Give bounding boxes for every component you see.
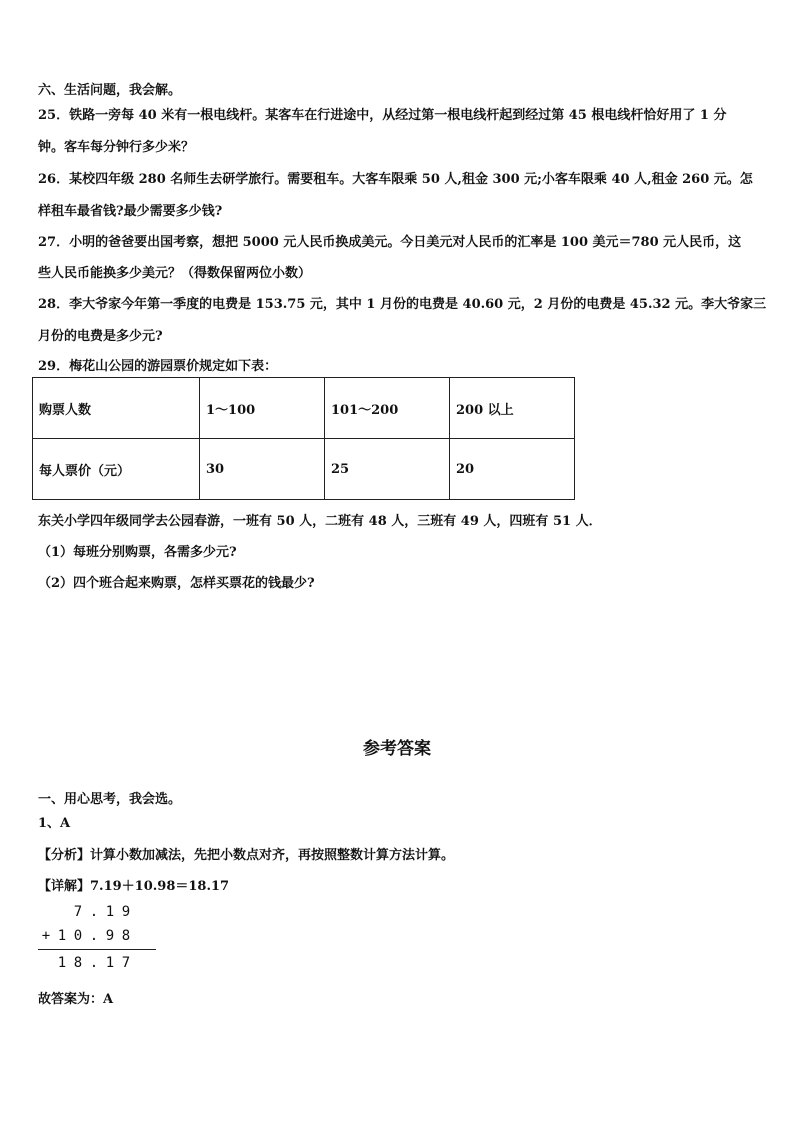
ticket-price-table [32, 377, 575, 500]
calc-digit: 7 [73, 904, 83, 920]
table-cell: 购票人数 [33, 378, 200, 439]
table-cell: 30 [200, 439, 325, 500]
calc-digit: 9 [121, 904, 131, 920]
calc-digit: . [89, 928, 99, 944]
answer-1-analysis: 【分析】计算小数加减法，先把小数点对齐，再按照整数计算方法计算。 [38, 848, 455, 863]
answer-1: 1、A [38, 816, 71, 831]
table-row [33, 378, 575, 439]
calc-digit: 8 [121, 928, 131, 944]
table-cell: 101～200 [325, 378, 450, 439]
calc-digit: 7 [121, 955, 131, 971]
calc-digit: 1 [57, 928, 67, 944]
calc-row-sum [38, 955, 134, 971]
answer-1-detail: 【详解】7.19＋10.98＝18.17 [38, 879, 230, 894]
question-29-intro: 29．梅花山公园的游园票价规定如下表： [38, 359, 278, 374]
question-26-line-1: 26．某校四年级 280 名师生去研学旅行。需要租车。大客车限乘 50 人,租金 300 元;小客车限乘 40 人,租金 260 元。怎 [38, 172, 753, 187]
table-cell: 每人票价（元） [33, 439, 200, 500]
question-28-line-1: 28．李大爷家今年第一季度的电费是 153.75 元，其中 1 月份的电费是 40.60 元，2 月份的电费是 45.32 元。李大爷家三 [38, 297, 767, 312]
calc-digit: + [41, 928, 51, 944]
answers-section-1-heading: 一、用心思考，我会选。 [38, 792, 182, 807]
table-cell: 25 [325, 439, 450, 500]
answers-title: 参考答案 [363, 739, 431, 759]
table-cell: 200 以上 [450, 378, 575, 439]
calc-sum-line [38, 949, 156, 950]
question-29-sub-2: （2）四个班合起来购票，怎样买票花的钱最少? [38, 576, 315, 591]
question-25-line-2: 钟。客车每分钟行多少米？ [38, 140, 195, 155]
section-6-heading: 六、生活问题，我会解。 [38, 83, 182, 98]
question-27-line-1: 27．小明的爸爸要出国考察，想把 5000 元人民币换成美元。今日美元对人民币的汇率是 100 美元＝780 元人民币，这 [38, 235, 742, 250]
calc-digit: 8 [73, 955, 83, 971]
calc-digit: 0 [73, 928, 83, 944]
calc-digit: . [89, 904, 99, 920]
calc-digit: 1 [57, 955, 67, 971]
question-28-line-2: 月份的电费是多少元? [38, 329, 163, 344]
question-26-line-2: 样租车最省钱?最少需要多少钱? [38, 204, 223, 219]
question-27-line-2: 些人民币能换多少美元？（得数保留两位小数） [38, 266, 312, 281]
question-25-line-1: 25．铁路一旁每 40 米有一根电线杆。某客车在行进途中，从经过第一根电线杆起到经过第 45 根电线杆恰好用了 1 分 [38, 108, 727, 123]
calc-row-addend-2 [38, 928, 134, 944]
table-row [33, 439, 575, 500]
calc-digit: 1 [105, 904, 115, 920]
question-29-text: 东关小学四年级同学去公园春游，一班有 50 人，二班有 48 人，三班有 49 人，四班有 51 人． [38, 514, 602, 529]
answer-1-conclusion: 故答案为：A [38, 992, 114, 1007]
calc-digit: . [89, 955, 99, 971]
calc-digit: 9 [105, 928, 115, 944]
calc-digit: 1 [105, 955, 115, 971]
calc-row-addend-1 [38, 904, 134, 920]
question-29-sub-1: （1）每班分别购票，各需多少元? [38, 545, 237, 560]
table-cell: 1～100 [200, 378, 325, 439]
table-cell: 20 [450, 439, 575, 500]
